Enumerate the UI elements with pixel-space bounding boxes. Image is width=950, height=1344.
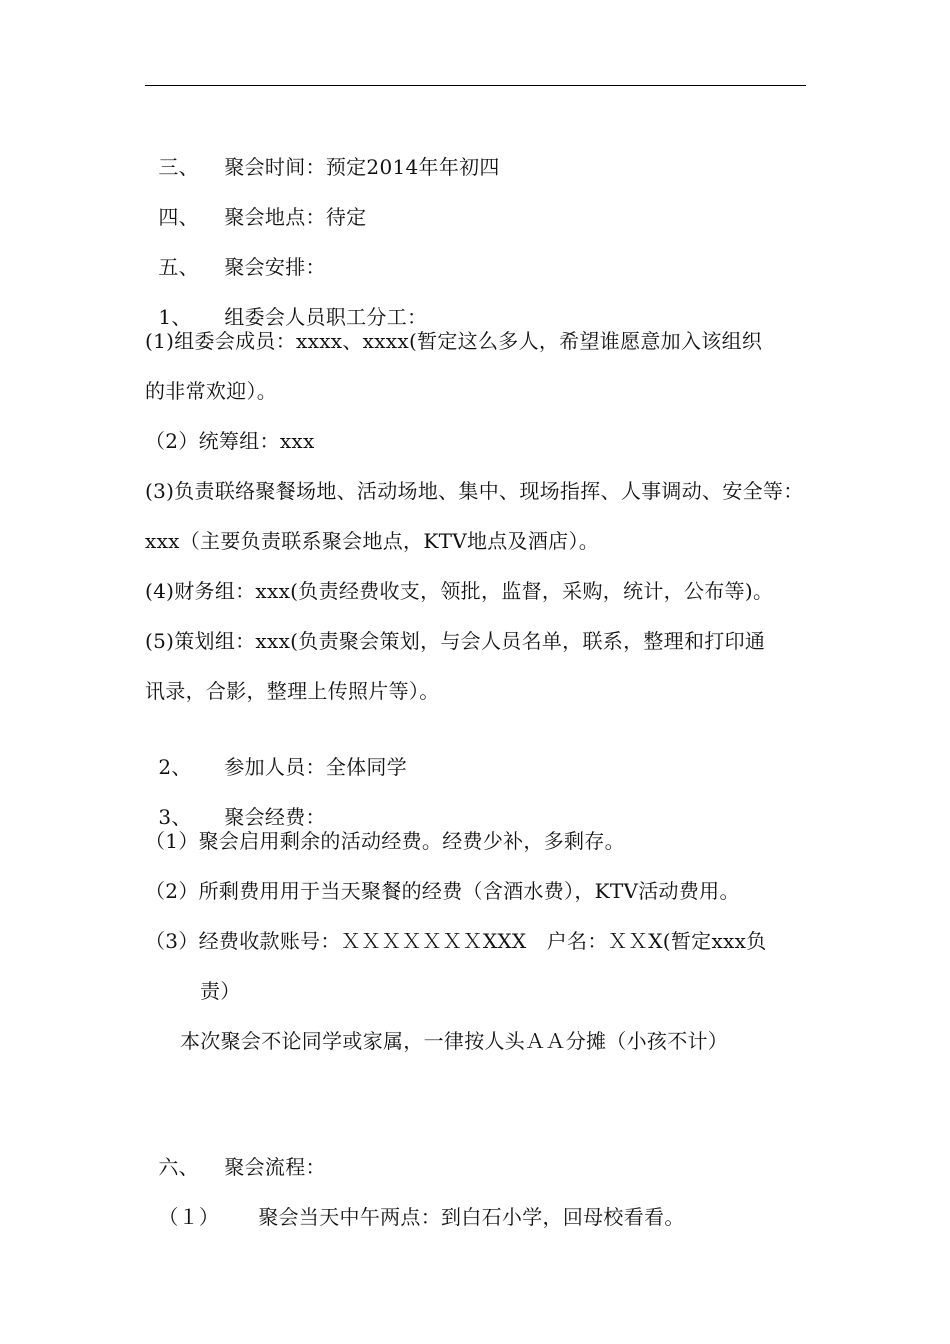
item-funds [145,778,326,830]
cost-sharing-note: 本次聚会不论同学或家属，一律按人头ＡＡ分摊（小孩不计） [180,1029,729,1053]
item-number: 1、 [158,305,192,329]
item-number: 2、 [158,755,192,779]
section-process [145,1128,326,1180]
fee-line-1: （1）聚会启用剩余的活动经费。经费少补，多剩存。 [145,829,625,853]
section-number: 五、 [158,255,199,279]
section-text: 聚会安排： [224,255,326,279]
item-text: 参加人员：全体同学 [224,755,408,779]
org-line-3: (3)负责联络聚餐场地、活动场地、集中、现场指挥、人事调动、安全等： [145,479,804,503]
section-number: 三、 [158,155,199,179]
org-line-5: (5)策划组：xxx(负责聚会策划，与会人员名单，联系，整理和打印通 [145,629,766,653]
fee-line-2: （2）所剩费用用于当天聚餐的经费（含酒水费），KTV活动费用。 [145,879,740,903]
step-number: （１） [158,1205,220,1229]
item-participants [145,728,407,780]
section-number: 四、 [158,205,199,229]
section-arrangement [145,228,326,280]
fee-line-3-cont: 责） [200,979,241,1003]
section-time [145,128,500,180]
fee-line-3: （3）经费收款账号：ＸＸＸＸＸＸＸXXX 户名：ＸＸX(暂定xxx负 [145,929,767,953]
section-text: 聚会时间：预定2014年年初四 [224,155,500,179]
header-rule [145,85,806,86]
org-line-4: (4)财务组：xxx(负责经费收支，领批，监督，采购，统计，公布等)。 [145,579,774,603]
item-committee [145,278,427,330]
section-number: 六、 [158,1155,199,1179]
org-line-2: （2）统筹组：xxx [145,429,315,453]
step-text: 聚会当天中午两点：到白石小学，回母校看看。 [258,1205,685,1229]
item-text: 聚会经费： [224,805,326,829]
org-line-3-cont: xxx（主要负责联系聚会地点，KTV地点及酒店）。 [145,529,600,553]
section-text: 聚会流程： [224,1155,326,1179]
process-step-1 [145,1178,685,1230]
org-line-1: (1)组委会成员：xxxx、xxxx(暂定这么多人，希望谁愿意加入该组织 [145,329,763,353]
section-text: 聚会地点：待定 [224,205,367,229]
org-line-5-cont: 讯录，合影，整理上传照片等）。 [145,679,440,703]
org-line-1-cont: 的非常欢迎）。 [145,379,278,403]
item-number: 3、 [158,805,192,829]
item-text: 组委会人员职工分工： [224,305,428,329]
section-location [145,178,366,230]
